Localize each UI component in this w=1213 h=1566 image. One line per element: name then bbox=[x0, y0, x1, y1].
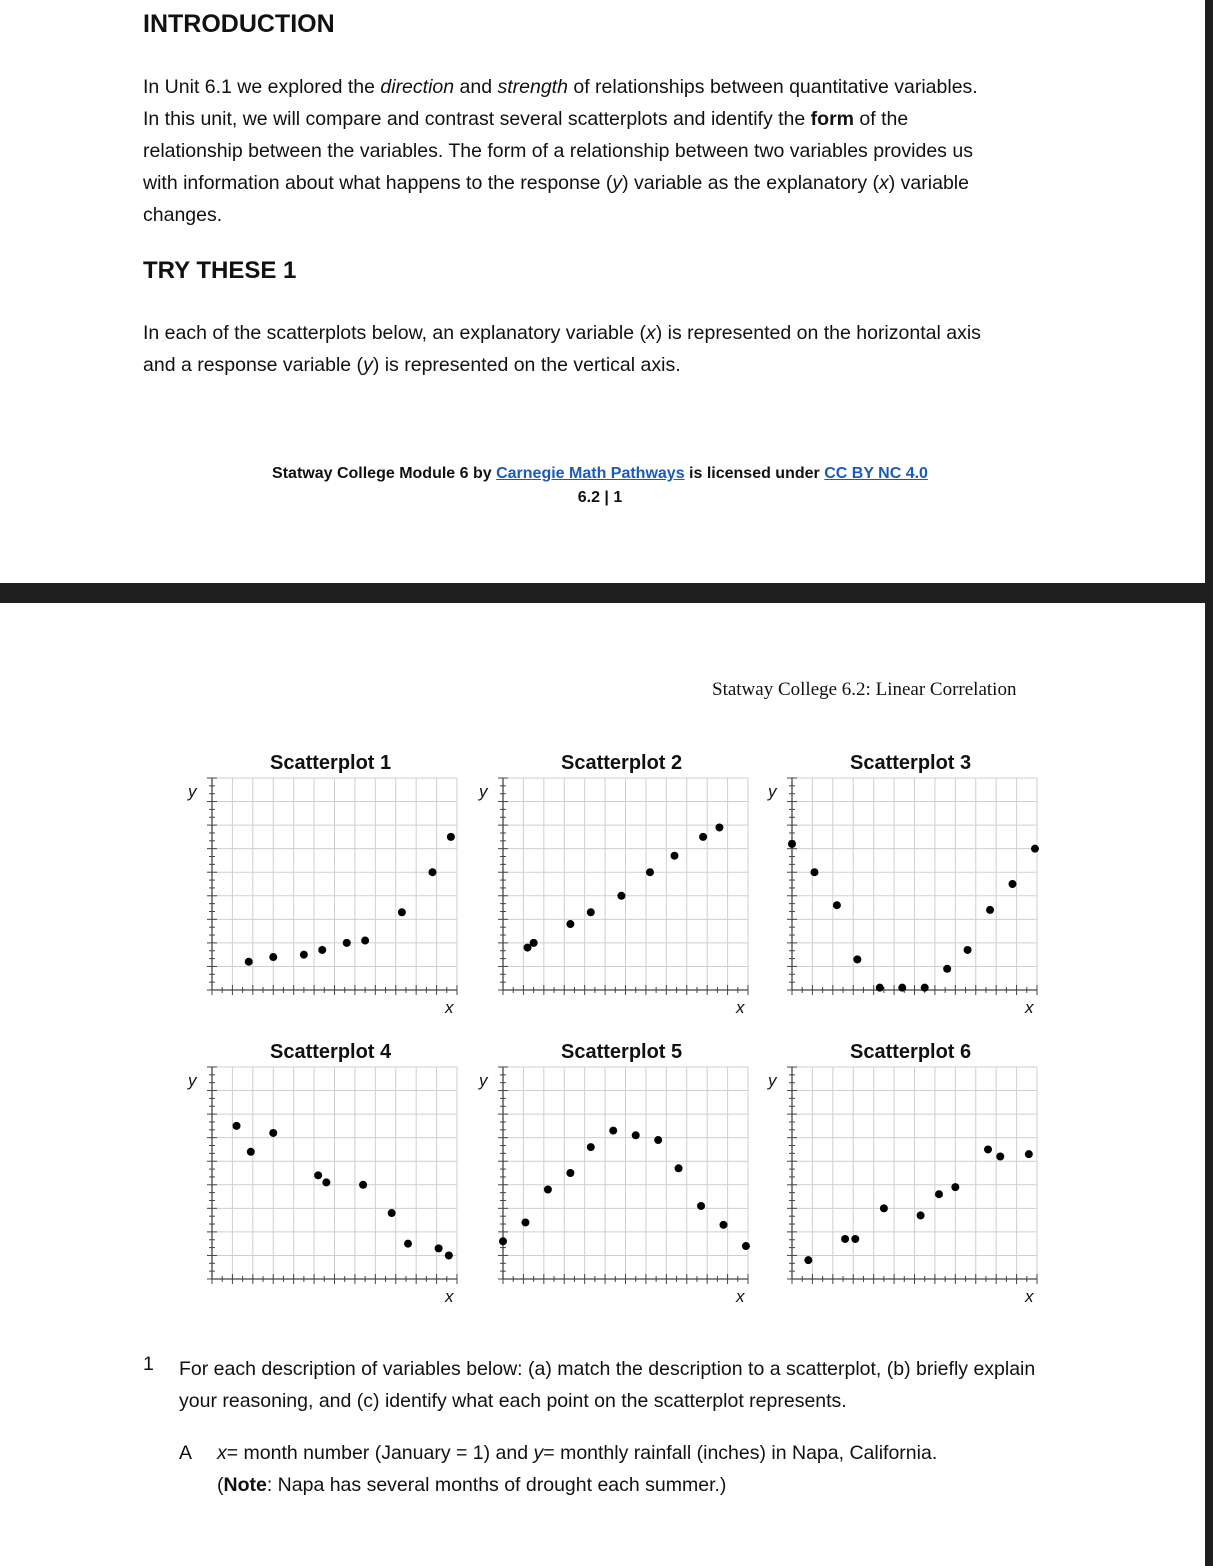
scatter-point bbox=[1009, 880, 1017, 888]
scatter-point bbox=[521, 1218, 529, 1226]
scatter-point bbox=[699, 833, 707, 841]
license-link[interactable]: CC BY NC 4.0 bbox=[824, 465, 928, 482]
scatter-point bbox=[499, 1237, 507, 1245]
scatter-point bbox=[898, 984, 906, 992]
scatter-point bbox=[314, 1171, 322, 1179]
scatter-point bbox=[917, 1211, 925, 1219]
scatter-point bbox=[788, 840, 796, 848]
scatterplot-1-ylabel: y bbox=[188, 782, 197, 801]
scatter-point bbox=[697, 1202, 705, 1210]
try-these-heading: TRY THESE 1 bbox=[143, 257, 297, 284]
scatter-point bbox=[935, 1190, 943, 1198]
scatter-point bbox=[566, 1169, 574, 1177]
scatterplot-2 bbox=[503, 778, 748, 990]
scatter-point bbox=[544, 1185, 552, 1193]
intro-heading: INTRODUCTION bbox=[143, 10, 335, 38]
scatter-point bbox=[841, 1235, 849, 1243]
scatter-point bbox=[233, 1122, 241, 1130]
intro-paragraph: In Unit 6.1 we explored the direction and strength of relationships between quantitative variables. In this unit, we will compare and contrast several scatterplots and identify the form of the relationship between the variables. The form of a relationship between two variables provides us with information about what happens to the response (y) variable as the explanatory (x) variable changes. bbox=[143, 76, 978, 226]
scatter-point bbox=[876, 984, 884, 992]
scatterplot-6-title: Scatterplot 6 bbox=[850, 1041, 972, 1063]
scatter-point bbox=[566, 920, 574, 928]
scatterplot-4-ylabel: y bbox=[188, 1071, 197, 1090]
scatter-point bbox=[617, 892, 625, 900]
scatter-point bbox=[853, 955, 861, 963]
scatter-point bbox=[609, 1127, 617, 1135]
scatterplot-5-title: Scatterplot 5 bbox=[561, 1041, 683, 1063]
document-page-2 bbox=[0, 603, 1205, 1566]
scatterplot-5 bbox=[503, 1067, 748, 1279]
scatter-point bbox=[247, 1148, 255, 1156]
scatter-point bbox=[429, 868, 437, 876]
scatter-point bbox=[587, 1143, 595, 1151]
scatter-point bbox=[951, 1183, 959, 1191]
scatter-point bbox=[435, 1244, 443, 1252]
try-these-paragraph: In each of the scatterplots below, an explanatory variable (x) is represented on the horizontal axis and a response variable (y) is represented on the vertical axis. bbox=[143, 322, 981, 376]
scatter-point bbox=[269, 1129, 277, 1137]
scatter-point bbox=[361, 937, 369, 945]
scatter-point bbox=[359, 1181, 367, 1189]
scatter-point bbox=[654, 1136, 662, 1144]
scatter-point bbox=[964, 946, 972, 954]
scatter-point bbox=[322, 1178, 330, 1186]
scatter-point bbox=[587, 908, 595, 916]
scatter-point bbox=[833, 901, 841, 909]
scatterplot-4-title: Scatterplot 4 bbox=[270, 1041, 392, 1063]
scatterplot-6-ylabel: y bbox=[768, 1071, 777, 1090]
scatter-point bbox=[343, 939, 351, 947]
scatter-point bbox=[1025, 1150, 1033, 1158]
scatter-point bbox=[318, 946, 326, 954]
scatter-point bbox=[720, 1221, 728, 1229]
scatter-point bbox=[646, 868, 654, 876]
scatterplot-2-ylabel: y bbox=[479, 782, 488, 801]
scatterplot-1 bbox=[212, 778, 457, 990]
part-a-text: x= month number (January = 1) and y= monthly rainfall (inches) in Napa, California. (Note: Napa has several months of drought each summer.) bbox=[217, 1442, 938, 1496]
scatter-point bbox=[530, 939, 538, 947]
scatter-point bbox=[447, 833, 455, 841]
scatter-point bbox=[388, 1209, 396, 1217]
scatterplot-6-xlabel: x bbox=[1025, 1287, 1034, 1306]
scatter-point bbox=[675, 1164, 683, 1172]
scatter-point bbox=[742, 1242, 750, 1250]
page-number: 6.2 | 1 bbox=[577, 489, 623, 506]
scatter-point bbox=[671, 852, 679, 860]
license-footer: Statway College Module 6 by Carnegie Math Pathways is licensed under CC BY NC 4.0 bbox=[272, 465, 928, 482]
scatter-point bbox=[996, 1153, 1004, 1161]
scatterplot-3-xlabel: x bbox=[1025, 998, 1034, 1017]
carnegie-link[interactable]: Carnegie Math Pathways bbox=[496, 465, 685, 482]
question-text: For each description of variables below: (a) match the description to a scatterplot, (b) briefly explain your reasoning, and (c) identify what each point on the scatterplot represents. bbox=[179, 1358, 1036, 1412]
scatter-point bbox=[986, 906, 994, 914]
scatter-point bbox=[445, 1251, 453, 1259]
window-edge bbox=[1205, 0, 1213, 1566]
scatter-point bbox=[300, 951, 308, 959]
scatterplot-1-title: Scatterplot 1 bbox=[270, 752, 392, 774]
scatterplot-2-xlabel: x bbox=[736, 998, 745, 1017]
scatterplot-3-title: Scatterplot 3 bbox=[850, 752, 972, 774]
question-number: 1 bbox=[143, 1353, 154, 1375]
scatterplot-1-xlabel: x bbox=[445, 998, 454, 1017]
scatter-point bbox=[880, 1204, 888, 1212]
running-head: Statway College 6.2: Linear Correlation bbox=[712, 679, 1017, 700]
scatterplot-4 bbox=[212, 1067, 457, 1279]
scatter-point bbox=[804, 1256, 812, 1264]
scatter-point bbox=[632, 1131, 640, 1139]
document-page-1 bbox=[0, 0, 1205, 583]
scatter-point bbox=[810, 868, 818, 876]
scatterplot-5-xlabel: x bbox=[736, 1287, 745, 1306]
scatter-point bbox=[398, 908, 406, 916]
page-separator bbox=[0, 583, 1213, 603]
scatterplot-6 bbox=[792, 1067, 1037, 1279]
scatter-point bbox=[984, 1145, 992, 1153]
scatter-point bbox=[851, 1235, 859, 1243]
scatterplot-3 bbox=[792, 778, 1037, 990]
scatterplot-4-xlabel: x bbox=[445, 1287, 454, 1306]
scatterplot-2-title: Scatterplot 2 bbox=[561, 752, 683, 774]
part-a-letter: A bbox=[179, 1442, 193, 1464]
scatter-point bbox=[943, 965, 951, 973]
scatter-point bbox=[921, 984, 929, 992]
scatter-point bbox=[245, 958, 253, 966]
scatter-point bbox=[404, 1240, 412, 1248]
scatterplot-5-ylabel: y bbox=[479, 1071, 488, 1090]
scatter-point bbox=[269, 953, 277, 961]
scatter-point bbox=[1031, 845, 1039, 853]
scatterplot-3-ylabel: y bbox=[768, 782, 777, 801]
scatter-point bbox=[715, 823, 723, 831]
